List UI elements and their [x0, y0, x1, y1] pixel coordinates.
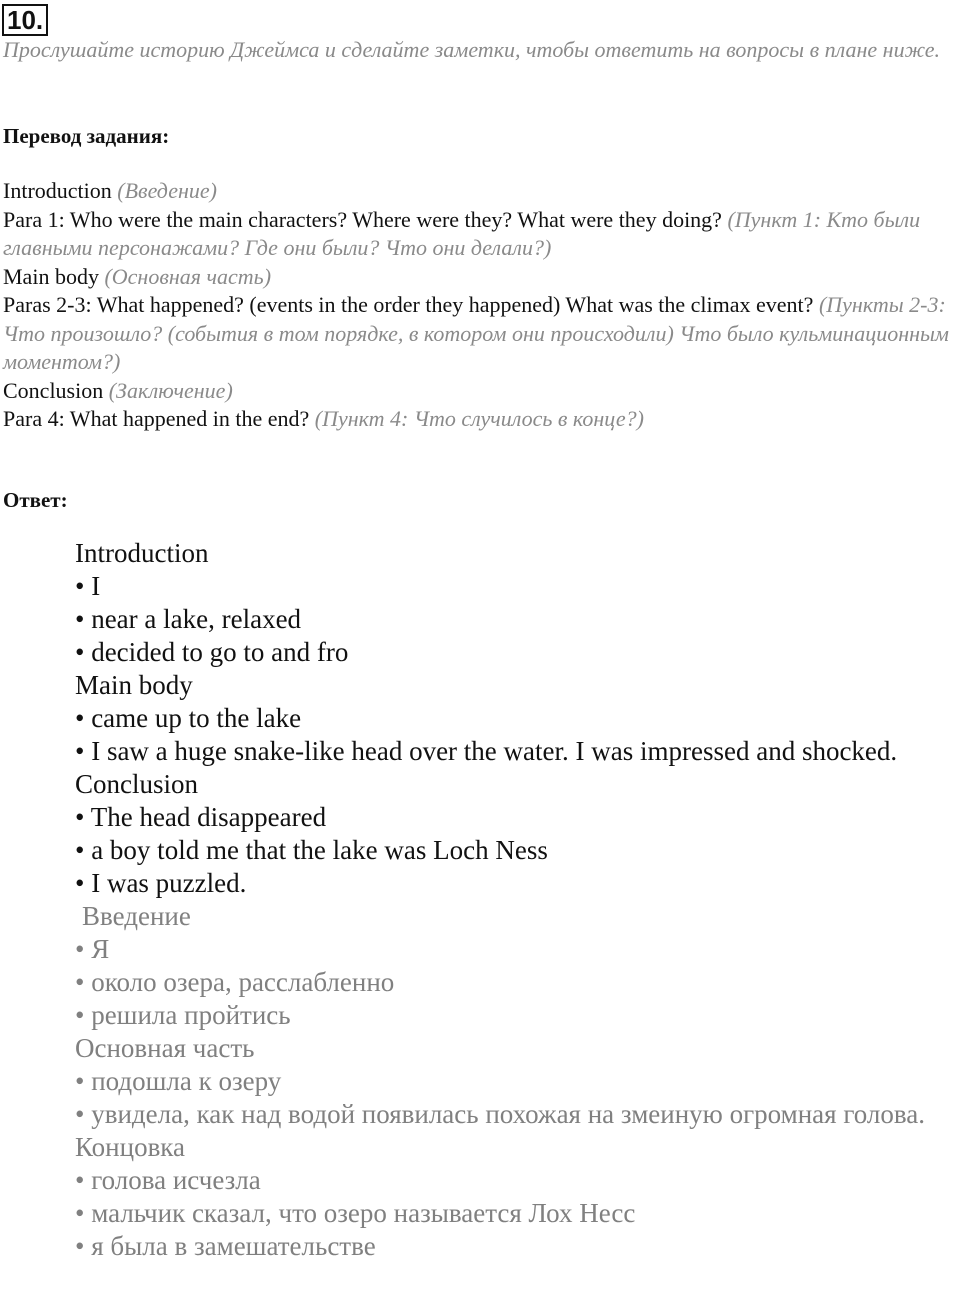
- answer-en-item: • I was puzzled.: [75, 868, 247, 898]
- plan-line: [3, 263, 958, 292]
- answer-ru-item: • голова исчезла: [75, 1165, 261, 1195]
- answer-ru-item: • около озера, расслабленно: [75, 967, 395, 997]
- answer-ru-item: • решила пройтись: [75, 1000, 291, 1030]
- translation-plan: [3, 177, 958, 434]
- answer-en-item: • decided to go to and fro: [75, 637, 349, 667]
- task-instruction: Прослушайте историю Джеймса и сделайте заметки, чтобы ответить на вопросы в плане ниже.: [3, 37, 941, 62]
- answer-en-item: • a boy told me that the lake was Loch Ness: [75, 835, 548, 865]
- plan-line: [3, 291, 958, 377]
- answer-ru-section: Концовка: [75, 1132, 186, 1162]
- answer-ru-item: • Я: [75, 934, 110, 964]
- plan-line-ru: (Пункт 4: Что случилось в конце?): [314, 406, 644, 431]
- plan-line-ru: (Пункты 2-3: Что произошло? (события в том порядке, в котором они происходили) Что было кульминационным моментом?): [3, 292, 949, 374]
- answer-ru-section: Основная часть: [75, 1033, 255, 1063]
- plan-line-en: Introduction: [3, 178, 112, 203]
- plan-line-en: Paras 2-3: What happened? (events in the order they happened) What was the climax event?: [3, 292, 814, 317]
- answer-ru-item: • подошла к озеру: [75, 1066, 282, 1096]
- answer-en-item: • I: [75, 571, 101, 601]
- answer-ru-item: • мальчик сказал, что озеро называется Лох Несс: [75, 1198, 636, 1228]
- plan-line-ru: (Пункт 1: Кто были главными персонажами? Где они были? Что они делали?): [3, 206, 921, 260]
- answer-block: [75, 537, 955, 1263]
- plan-line: [3, 377, 958, 406]
- plan-line-en: Main body: [3, 263, 99, 289]
- translation-heading: Перевод задания:: [3, 124, 170, 148]
- plan-line: [3, 177, 958, 206]
- answer-en-section: Conclusion: [75, 769, 199, 799]
- plan-line-ru: (Заключение): [108, 377, 233, 403]
- plan-line-ru: (Основная часть): [104, 263, 272, 289]
- answer-en-item: • came up to the lake: [75, 703, 302, 733]
- plan-line-en: Para 1: Who were the main characters? Where were they? What were they doing?: [3, 206, 722, 232]
- answer-en-item: • The head disappeared: [75, 802, 327, 832]
- answer-ru-item: • увидела, как над водой появилась похожая на змеиную огромная голова.: [75, 1099, 925, 1129]
- task-number: 10.: [2, 4, 48, 36]
- plan-line-en: Para 4: What happened in the end?: [3, 406, 310, 431]
- answer-en-item: • near a lake, relaxed: [75, 604, 302, 634]
- plan-line: [3, 206, 958, 263]
- answer-en-item: • I saw a huge snake-like head over the water. I was impressed and shocked.: [75, 736, 898, 766]
- answer-en-section: Introduction: [75, 538, 209, 568]
- answer-heading: Ответ:: [3, 488, 68, 512]
- answer-ru-section: Введение: [82, 901, 191, 931]
- plan-line-en: Conclusion: [3, 377, 104, 403]
- answer-en-section: Main body: [75, 670, 193, 700]
- plan-line: [3, 405, 958, 434]
- plan-line-ru: (Введение): [117, 178, 217, 203]
- answer-ru-item: • я была в замешательстве: [75, 1231, 376, 1261]
